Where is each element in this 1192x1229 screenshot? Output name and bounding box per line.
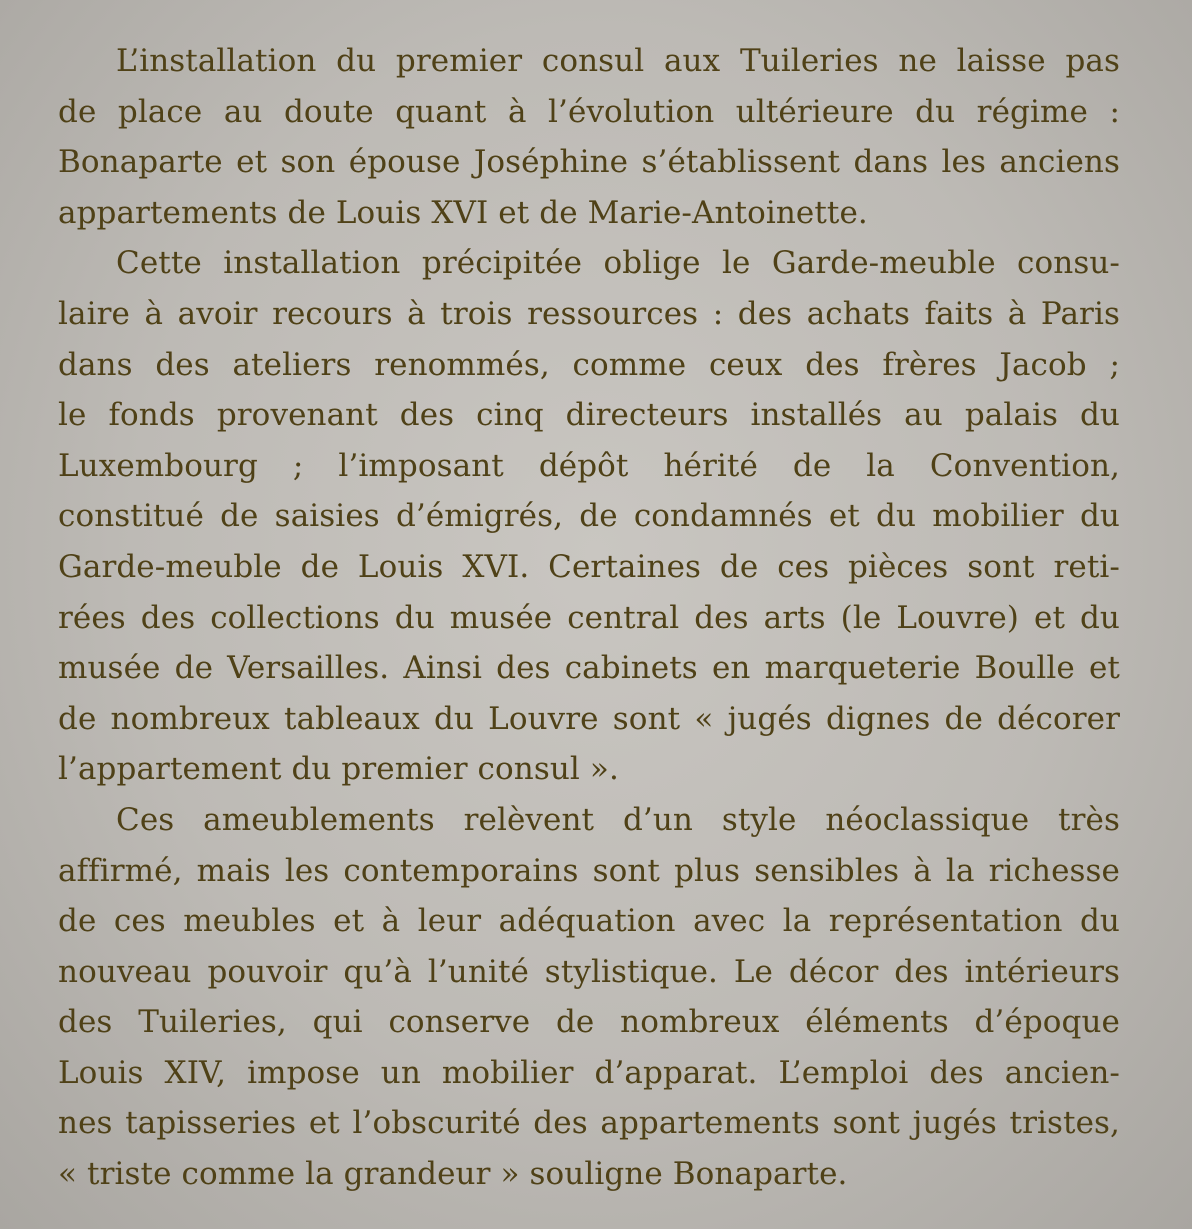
text-line: nes tapisseries et l’obscurité des appartements sont jugés tristes, bbox=[58, 1105, 1120, 1142]
text-line: musée de Versailles. Ainsi des cabinets en marqueterie Boulle et bbox=[58, 650, 1120, 687]
text-line: laire à avoir recours à trois ressources : des achats faits à Paris bbox=[58, 295, 1120, 332]
paragraph-1 bbox=[58, 36, 1120, 238]
text-line: de ces meubles et à leur adéquation avec la représentation du bbox=[58, 903, 1120, 940]
text-line: rées des collections du musée central des arts (le Louvre) et du bbox=[58, 599, 1120, 636]
text-line: Ces ameublements relèvent d’un style néoclassique très bbox=[116, 801, 1120, 838]
text-line: Cette installation précipitée oblige le Garde-meuble consu- bbox=[116, 245, 1120, 282]
paragraph-3 bbox=[58, 795, 1120, 1200]
text-line: dans des ateliers renommés, comme ceux des frères Jacob ; bbox=[58, 346, 1120, 383]
text-line: affirmé, mais les contemporains sont plus sensibles à la richesse bbox=[58, 852, 1120, 889]
text-line: Garde-meuble de Louis XVI. Certaines de ces pièces sont reti- bbox=[58, 548, 1120, 585]
text-line: Luxembourg ; l’imposant dépôt hérité de la Convention, bbox=[58, 447, 1120, 484]
text-line: de place au doute quant à l’évolution ultérieure du régime : bbox=[58, 93, 1120, 130]
text-line: l’appartement du premier consul ». bbox=[58, 751, 619, 788]
text-line: Bonaparte et son épouse Joséphine s’établissent dans les anciens bbox=[58, 144, 1120, 181]
text-line: le fonds provenant des cinq directeurs installés au palais du bbox=[58, 397, 1120, 434]
text-line: des Tuileries, qui conserve de nombreux éléments d’époque bbox=[58, 1004, 1120, 1041]
text-line: de nombreux tableaux du Louvre sont « jugés dignes de décorer bbox=[58, 700, 1120, 737]
text-line: constitué de saisies d’émigrés, de condamnés et du mobilier du bbox=[58, 498, 1120, 535]
text-line: Louis XIV, impose un mobilier d’apparat. L’emploi des ancien- bbox=[58, 1054, 1120, 1091]
text-line: appartements de Louis XVI et de Marie-Antoinette. bbox=[58, 194, 868, 231]
text-line: nouveau pouvoir qu’à l’unité stylistique. Le décor des intérieurs bbox=[58, 953, 1120, 990]
text-line: L’installation du premier consul aux Tuileries ne laisse pas bbox=[116, 43, 1120, 79]
paragraph-2 bbox=[58, 238, 1120, 795]
text-line: « triste comme la grandeur » souligne Bonaparte. bbox=[58, 1156, 848, 1193]
